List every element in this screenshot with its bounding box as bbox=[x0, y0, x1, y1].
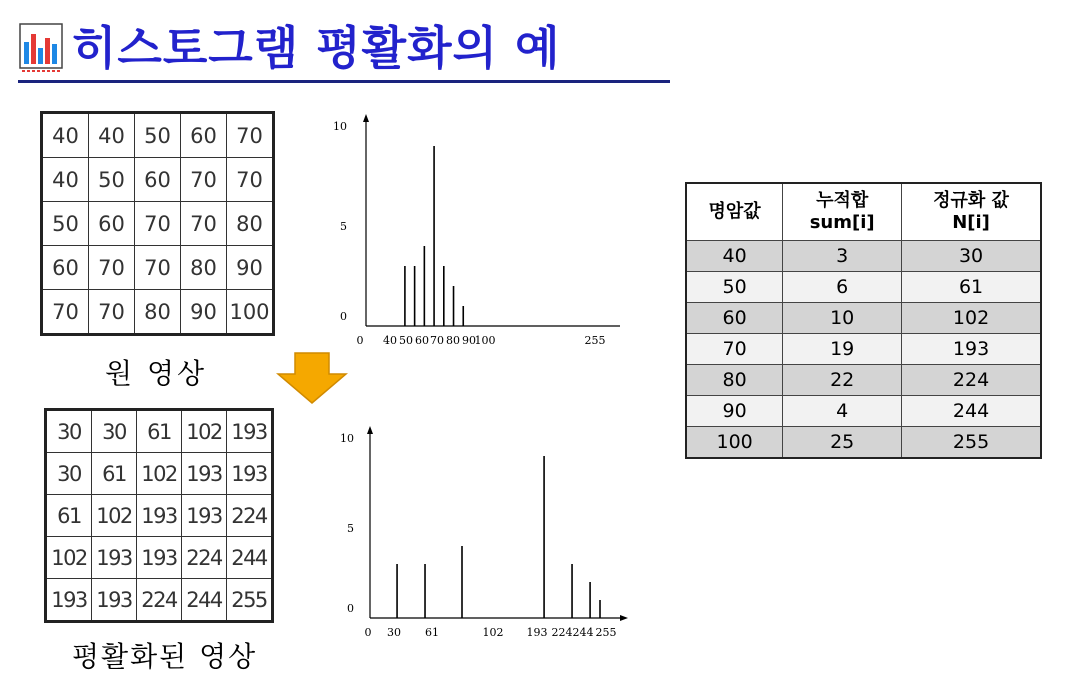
original-grid-cell: 70 bbox=[42, 290, 89, 335]
table-cell: 25 bbox=[783, 427, 902, 459]
table-cell: 40 bbox=[686, 241, 783, 272]
table-header-text: N[i] bbox=[952, 212, 990, 233]
original-grid-cell: 50 bbox=[135, 113, 181, 158]
table-cell: 50 bbox=[686, 272, 783, 303]
y-tick-label: 0 bbox=[347, 602, 354, 615]
table-header-text: 명암값 bbox=[708, 201, 761, 222]
original-grid-cell: 40 bbox=[42, 113, 89, 158]
x-tick-label: 90 bbox=[462, 334, 476, 347]
equalized-grid-cell: 102 bbox=[137, 453, 182, 495]
table-cell: 30 bbox=[902, 241, 1041, 272]
original-grid-cell: 90 bbox=[227, 246, 274, 290]
equalized-grid-cell: 30 bbox=[46, 410, 92, 453]
equalized-grid-cell: 193 bbox=[182, 453, 227, 495]
original-grid-row bbox=[42, 246, 274, 290]
x-tick-label: 70 bbox=[430, 334, 444, 347]
table-cell: 10 bbox=[783, 303, 902, 334]
normalization-table bbox=[685, 182, 1042, 459]
y-tick-label: 10 bbox=[340, 432, 354, 445]
equalized-grid-cell: 30 bbox=[46, 453, 92, 495]
y-tick-label: 5 bbox=[347, 522, 354, 535]
y-axis-arrow-icon bbox=[367, 426, 373, 434]
x-tick-label: 244 bbox=[572, 626, 594, 639]
x-tick-label: 61 bbox=[425, 626, 439, 639]
x-tick-label: 255 bbox=[584, 334, 606, 347]
table-cell: 102 bbox=[902, 303, 1041, 334]
original-grid-row bbox=[42, 202, 274, 246]
x-tick-label: 193 bbox=[526, 626, 548, 639]
equalized-grid-cell: 244 bbox=[182, 579, 227, 622]
x-tick-label: 0 bbox=[356, 334, 364, 347]
table-header-cell bbox=[686, 183, 783, 241]
table-cell: 255 bbox=[902, 427, 1041, 459]
table-header-cell bbox=[902, 183, 1041, 241]
original-grid-cell: 40 bbox=[89, 113, 135, 158]
equalized-grid-row bbox=[46, 410, 273, 453]
table-header-row bbox=[686, 183, 1041, 241]
table-cell: 6 bbox=[783, 272, 902, 303]
table-cell: 80 bbox=[686, 365, 783, 396]
equalized-grid-cell: 193 bbox=[46, 579, 92, 622]
equalized-grid-cell: 193 bbox=[92, 537, 137, 579]
title-underline bbox=[18, 80, 670, 83]
equalized-grid-row bbox=[46, 453, 273, 495]
original-grid-cell: 70 bbox=[89, 290, 135, 335]
equalized-grid-cell: 193 bbox=[227, 453, 273, 495]
original-grid-cell: 70 bbox=[89, 246, 135, 290]
table-cell: 22 bbox=[783, 365, 902, 396]
equalized-grid-row bbox=[46, 537, 273, 579]
table-cell: 61 bbox=[902, 272, 1041, 303]
y-tick-label: 10 bbox=[333, 120, 347, 133]
original-grid-cell: 70 bbox=[135, 246, 181, 290]
equalized-grid-cell: 102 bbox=[92, 495, 137, 537]
x-tick-label: 100 bbox=[474, 334, 496, 347]
equalized-grid-cell: 255 bbox=[227, 579, 273, 622]
x-tick-label: 40 bbox=[383, 334, 397, 347]
equalized-histogram bbox=[330, 418, 630, 658]
original-image-caption: 원 영상 bbox=[105, 357, 208, 390]
original-grid-cell: 70 bbox=[135, 202, 181, 246]
table-header-text: sum[i] bbox=[809, 212, 875, 233]
equalized-grid-cell: 193 bbox=[137, 495, 182, 537]
table-cell: 100 bbox=[686, 427, 783, 459]
original-image-grid bbox=[40, 111, 275, 336]
table-header-text: 누적합 bbox=[816, 190, 869, 211]
table-cell: 244 bbox=[902, 396, 1041, 427]
table-cell: 70 bbox=[686, 334, 783, 365]
equalized-grid-cell: 193 bbox=[92, 579, 137, 622]
equalized-grid-cell: 193 bbox=[182, 495, 227, 537]
equalized-grid-cell: 61 bbox=[46, 495, 92, 537]
x-tick-label: 60 bbox=[415, 334, 429, 347]
table-row bbox=[686, 334, 1041, 365]
table-row bbox=[686, 365, 1041, 396]
table-row bbox=[686, 241, 1041, 272]
equalized-grid-cell: 102 bbox=[182, 410, 227, 453]
table-row bbox=[686, 303, 1041, 334]
table-header-cell bbox=[783, 183, 902, 241]
table-row bbox=[686, 396, 1041, 427]
original-grid-cell: 40 bbox=[42, 158, 89, 202]
equalized-grid-cell: 61 bbox=[92, 453, 137, 495]
page-title: 히스토그램 평활화의 예 bbox=[72, 21, 561, 75]
table-cell: 4 bbox=[783, 396, 902, 427]
original-grid-cell: 70 bbox=[227, 158, 274, 202]
original-grid-cell: 80 bbox=[135, 290, 181, 335]
table-cell: 193 bbox=[902, 334, 1041, 365]
equalized-grid-row bbox=[46, 495, 273, 537]
table-cell: 90 bbox=[686, 396, 783, 427]
y-axis-arrow-icon bbox=[363, 114, 369, 122]
equalized-grid-cell: 224 bbox=[137, 579, 182, 622]
equalized-grid-cell: 102 bbox=[46, 537, 92, 579]
original-grid-cell: 70 bbox=[181, 202, 227, 246]
equalized-grid-cell: 30 bbox=[92, 410, 137, 453]
y-tick-label: 0 bbox=[340, 310, 347, 323]
original-grid-cell: 80 bbox=[227, 202, 274, 246]
table-row bbox=[686, 427, 1041, 459]
table-cell: 60 bbox=[686, 303, 783, 334]
original-grid-cell: 50 bbox=[89, 158, 135, 202]
x-axis-arrow-icon bbox=[620, 615, 628, 621]
equalized-grid-cell: 224 bbox=[227, 495, 273, 537]
original-histogram bbox=[320, 110, 620, 360]
x-tick-label: 50 bbox=[399, 334, 413, 347]
original-grid-cell: 80 bbox=[181, 246, 227, 290]
original-grid-cell: 60 bbox=[135, 158, 181, 202]
x-tick-label: 255 bbox=[595, 626, 617, 639]
original-grid-cell: 50 bbox=[42, 202, 89, 246]
equalized-grid-cell: 61 bbox=[137, 410, 182, 453]
x-tick-label: 30 bbox=[387, 626, 401, 639]
original-grid-cell: 100 bbox=[227, 290, 274, 335]
original-grid-row bbox=[42, 158, 274, 202]
equalized-grid-cell: 244 bbox=[227, 537, 273, 579]
original-grid-cell: 60 bbox=[42, 246, 89, 290]
equalized-image-grid bbox=[44, 408, 274, 623]
original-grid-row bbox=[42, 290, 274, 335]
table-row bbox=[686, 272, 1041, 303]
original-grid-cell: 60 bbox=[181, 113, 227, 158]
chart-icon bbox=[18, 22, 64, 74]
equalized-grid-row bbox=[46, 579, 273, 622]
table-cell: 3 bbox=[783, 241, 902, 272]
x-tick-label: 224 bbox=[551, 626, 573, 639]
table-header-text: 정규화 값 bbox=[933, 190, 1009, 211]
x-tick-label: 80 bbox=[446, 334, 460, 347]
original-grid-cell: 90 bbox=[181, 290, 227, 335]
equalized-grid-cell: 193 bbox=[227, 410, 273, 453]
original-grid-row bbox=[42, 113, 274, 158]
equalized-grid-cell: 224 bbox=[182, 537, 227, 579]
original-grid-cell: 60 bbox=[89, 202, 135, 246]
original-grid-cell: 70 bbox=[227, 113, 274, 158]
y-tick-label: 5 bbox=[340, 220, 347, 233]
original-grid-cell: 70 bbox=[181, 158, 227, 202]
equalized-grid-cell: 193 bbox=[137, 537, 182, 579]
table-cell: 224 bbox=[902, 365, 1041, 396]
table-cell: 19 bbox=[783, 334, 902, 365]
x-tick-label: 0 bbox=[364, 626, 372, 639]
equalized-image-caption: 평활화된 영상 bbox=[72, 640, 258, 673]
x-tick-label: 102 bbox=[482, 626, 504, 639]
